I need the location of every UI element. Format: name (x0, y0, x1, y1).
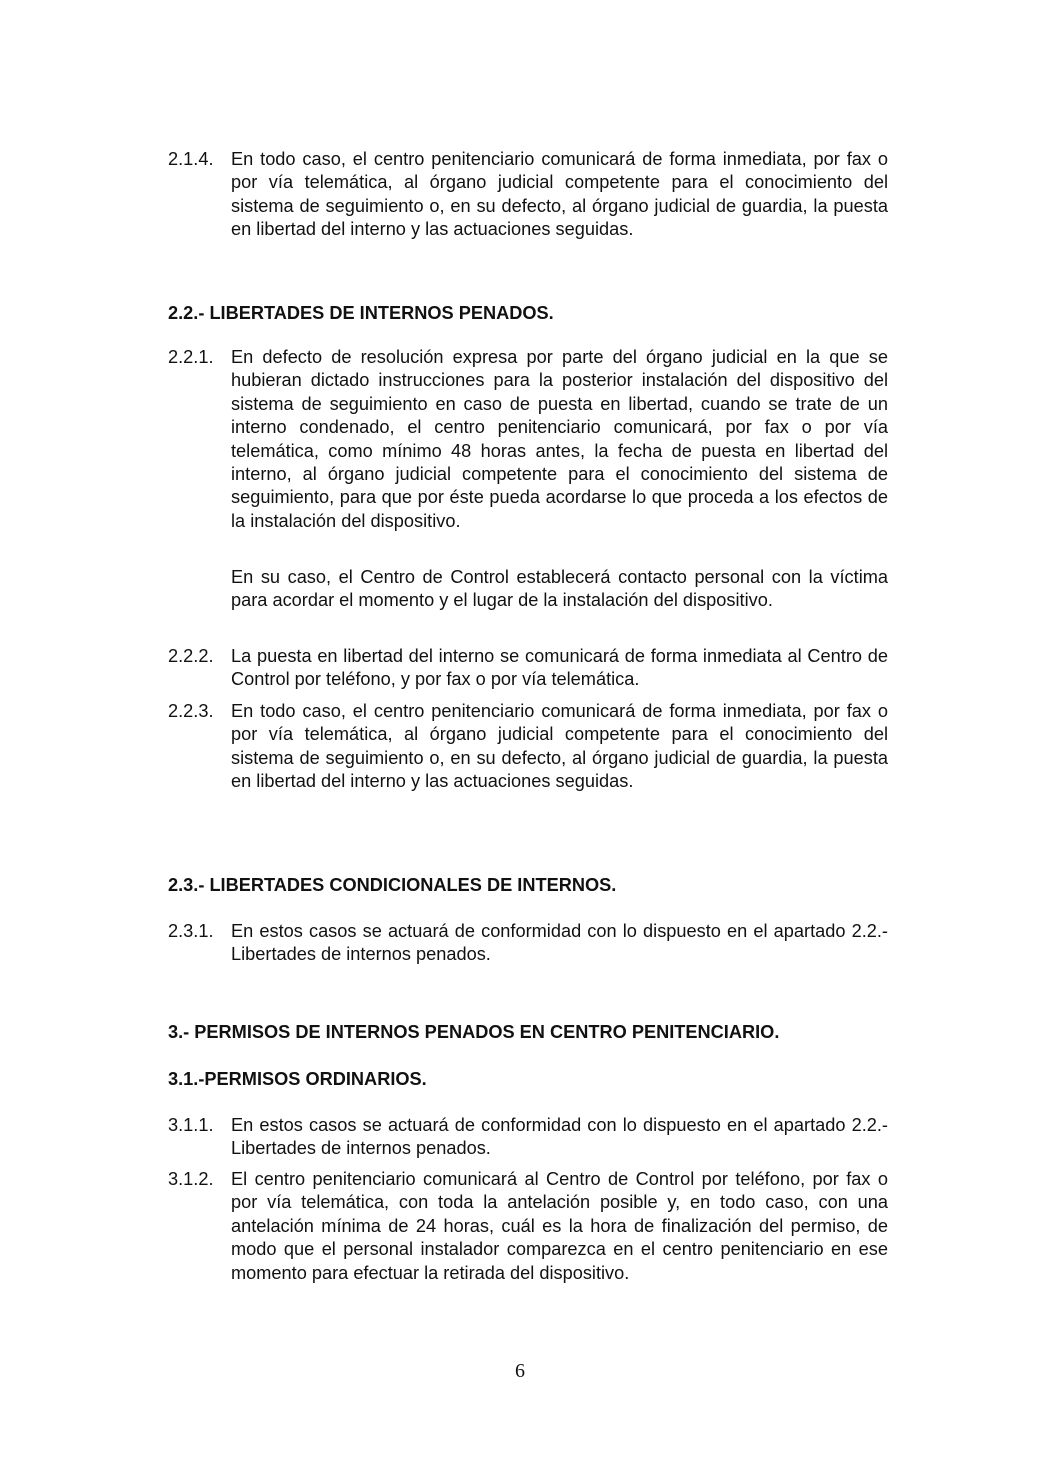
clause-number: 2.2.2. (168, 646, 214, 666)
clause-number: 2.3.1. (168, 921, 214, 941)
clause-text: El centro penitenciario comunicará al Centro de Control por teléfono, por fax o por vía telemática, con toda la antelación posible y, en todo caso, con una antelación mínima de 24 horas, cuál es la hora de finalización del permiso, de modo que el personal instalador comparezca en el centro penitenciario en ese momento para efectuar la retirada del dispositivo. (231, 1169, 888, 1283)
clause-number: 2.2.3. (168, 701, 214, 721)
clause-number: 3.1.2. (168, 1169, 214, 1189)
heading-2-3: 2.3.- LIBERTADES CONDICIONALES DE INTERNOS. (168, 875, 617, 895)
clause-text: La puesta en libertad del interno se comunicará de forma inmediata al Centro de Control por teléfono, y por fax o por vía telemática. (231, 646, 888, 690)
clause-text: En estos casos se actuará de conformidad con lo dispuesto en el apartado 2.2.- Libertades de internos penados. (231, 921, 888, 965)
clause-text: En estos casos se actuará de conformidad con lo dispuesto en el apartado 2.2.- Libertades de internos penados. (231, 1115, 888, 1159)
clause-text: En defecto de resolución expresa por parte del órgano judicial en la que se hubieran dictado instrucciones para la posterior instalación del dispositivo del sistema de seguimiento en caso de puesta en libertad, cuando se trate de un interno condenado, el centro penitenciario comunicará, por fax o por vía telemática, como mínimo 48 horas antes, la fecha de puesta en libertad del interno, al órgano judicial competente para el conocimiento del sistema de seguimiento, para que por éste pueda acordarse lo que proceda a los efectos de la instalación del dispositivo. (231, 347, 888, 531)
clause-3-1-2 (168, 1168, 888, 1285)
page-number: 6 (515, 1360, 525, 1382)
clause-2-2-1-continuation: En su caso, el Centro de Control establecerá contacto personal con la víctima para acordar el momento y el lugar de la instalación del dispositivo. (231, 567, 888, 611)
clause-2-2-2 (168, 645, 888, 692)
clause-text: En todo caso, el centro penitenciario comunicará de forma inmediata, por fax o por vía telemática, al órgano judicial competente para el conocimiento del sistema de seguimiento o, en su defecto, al órgano judicial de guardia, la puesta en libertad del interno y las actuaciones seguidas. (231, 149, 888, 240)
clause-number: 2.1.4. (168, 149, 214, 169)
clause-3-1-1 (168, 1114, 888, 1161)
clause-2-2-1 (168, 346, 888, 533)
heading-3-1: 3.1.-PERMISOS ORDINARIOS. (168, 1069, 427, 1089)
clause-number: 3.1.1. (168, 1115, 214, 1135)
clause-2-1-4 (168, 148, 888, 242)
clause-number: 2.2.1. (168, 347, 214, 367)
clause-text: En todo caso, el centro penitenciario comunicará de forma inmediata, por fax o por vía telemática, al órgano judicial competente para el conocimiento del sistema de seguimiento o, en su defecto, al órgano judicial de guardia, la puesta en libertad del interno y las actuaciones seguidas. (231, 701, 888, 792)
clause-2-3-1 (168, 920, 888, 967)
heading-3: 3.- PERMISOS DE INTERNOS PENADOS EN CENTRO PENITENCIARIO. (168, 1022, 780, 1042)
heading-2-2: 2.2.- LIBERTADES DE INTERNOS PENADOS. (168, 303, 554, 323)
clause-2-2-3 (168, 700, 888, 794)
